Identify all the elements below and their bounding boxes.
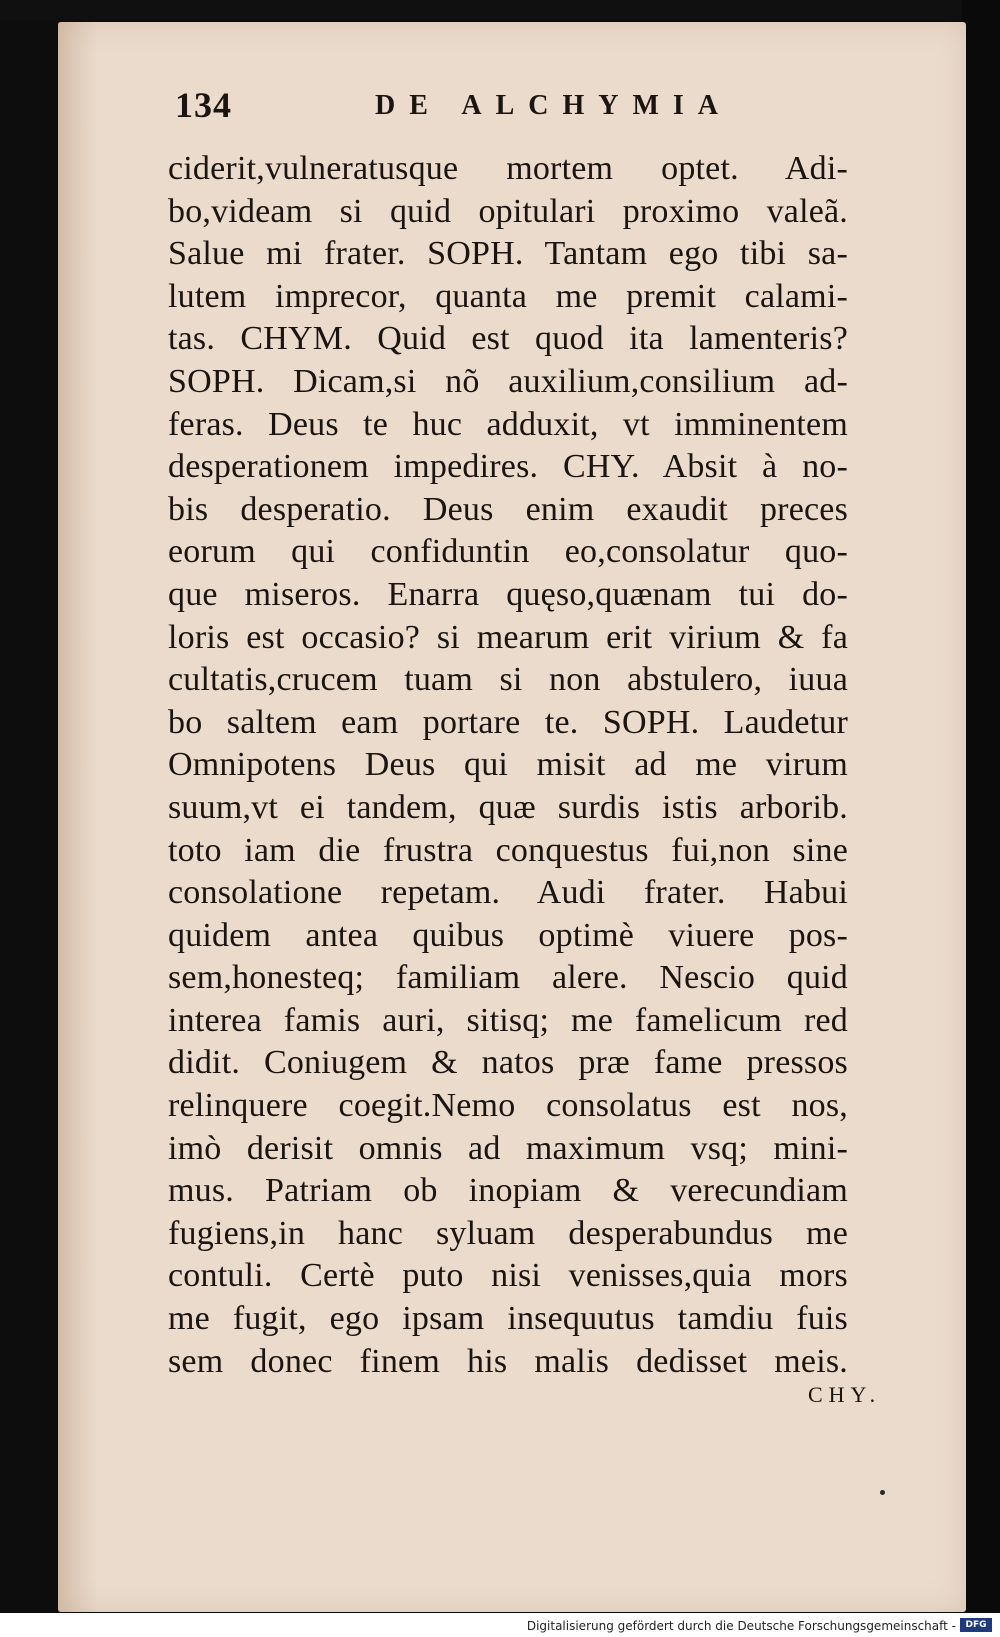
body-text xyxy=(168,148,848,1383)
ink-speck xyxy=(880,1490,885,1495)
text-line: SOPH. Dicam,si nõ auxilium,consilium ad- xyxy=(168,362,848,400)
text-line: bo saltem eam portare te. SOPH. Laudetur xyxy=(168,703,848,741)
page-gutter-shadow xyxy=(58,22,98,1612)
dfg-logo: DFG xyxy=(960,1618,992,1632)
text-line: feras. Deus te huc adduxit, vt imminentem xyxy=(168,405,848,443)
text-line: ciderit,vulneratusque mortem optet. Adi- xyxy=(168,150,848,187)
text-line: imò derisit omnis ad maximum vsq; mini- xyxy=(168,1129,848,1167)
text-line: toto iam die frustra conquestus fui,non sine xyxy=(168,831,848,869)
text-line: lutem imprecor, quanta me premit calami- xyxy=(168,277,848,315)
text-line: fugiens,in hanc syluam desperabundus me xyxy=(168,1214,848,1252)
text-line: suum,vt ei tandem, quæ surdis istis arborib. xyxy=(168,788,848,826)
text-line: tas. CHYM. Quid est quod ita lamenteris? xyxy=(168,320,848,358)
running-title: DE ALCHYMIA xyxy=(375,90,733,121)
scan-border-top xyxy=(0,0,1000,20)
text-line: loris est occasio? si mearum erit virium & fa xyxy=(168,618,848,656)
text-line: Salue mi frater. SOPH. Tantam ego tibi sa- xyxy=(168,235,848,273)
text-line: consolatione repetam. Audi frater. Habui xyxy=(168,874,848,912)
scan-border-right xyxy=(962,0,1000,1637)
text-line: me fugit, ego ipsam insequutus tamdiu fuis xyxy=(168,1300,848,1338)
page-header xyxy=(175,84,775,124)
text-line: mus. Patriam ob inopiam & verecundiam xyxy=(168,1172,848,1210)
text-line: Omnipotens Deus qui misit ad me virum xyxy=(168,746,848,784)
text-line: eorum qui confiduntin eo,consolatur quo- xyxy=(168,533,848,571)
funding-credit: Digitalisierung gefördert durch die Deutsche Forschungsgemeinschaft - xyxy=(526,1619,956,1633)
text-line: relinquere coegit.Nemo consolatus est nos, xyxy=(168,1087,848,1125)
text-line: bo,videam si quid opitulari proximo valeã. xyxy=(168,192,848,230)
text-line: desperationem impedires. CHY. Absit à no- xyxy=(168,448,848,486)
text-line: cultatis,crucem tuam si non abstulero, iuua xyxy=(168,661,848,699)
text-line: interea famis auri, sitisq; me famelicum red xyxy=(168,1001,848,1039)
text-line: sem,honesteq; familiam alere. Nescio quid xyxy=(168,959,848,997)
text-line: didit. Coniugem & natos præ fame pressos xyxy=(168,1044,848,1082)
page-number: 134 xyxy=(175,85,232,125)
digitization-footer xyxy=(0,1613,1000,1637)
catchword: CHY. xyxy=(808,1382,882,1407)
text-line: sem donec finem his malis dedisset meis. xyxy=(168,1342,848,1380)
text-line: que miseros. Enarra quęso,quænam tui do- xyxy=(168,575,848,613)
text-line: bis desperatio. Deus enim exaudit preces xyxy=(168,490,848,528)
text-line: quidem antea quibus optimè viuere pos- xyxy=(168,916,848,954)
text-line: contuli. Certè puto nisi venisses,quia mors xyxy=(168,1257,848,1295)
